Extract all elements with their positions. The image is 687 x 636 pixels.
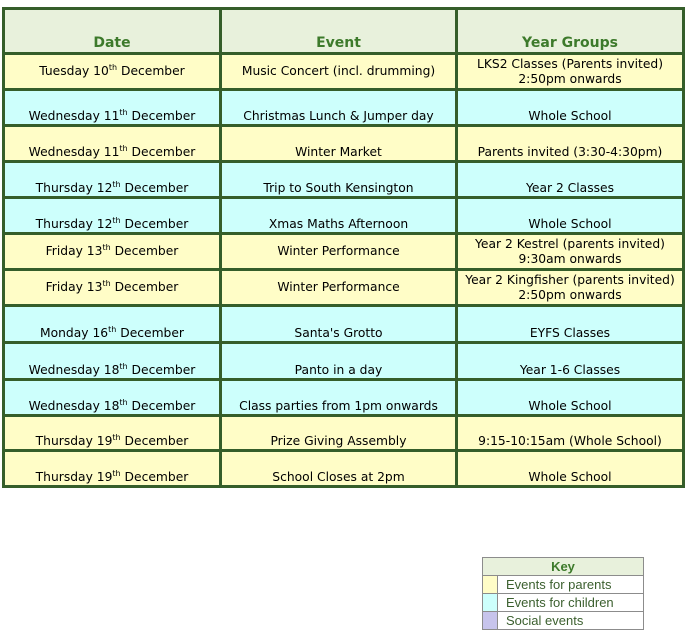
date-day: Monday 16 bbox=[39, 326, 109, 340]
date-cell bbox=[4, 451, 221, 487]
date-month: December bbox=[127, 145, 196, 159]
key-swatch-parents bbox=[483, 576, 498, 594]
event-cell: Panto in a day bbox=[221, 343, 457, 380]
event-cell: Santa's Grotto bbox=[221, 306, 457, 343]
date-suffix: th bbox=[112, 215, 121, 225]
date-cell bbox=[4, 162, 221, 198]
date-day: Tuesday 10 bbox=[39, 64, 109, 78]
year-groups-line: Year 2 Kestrel (parents invited) bbox=[475, 236, 665, 251]
date-suffix: th bbox=[119, 143, 128, 153]
date-suffix: th bbox=[108, 324, 117, 334]
date-cell bbox=[4, 90, 221, 126]
table-row bbox=[4, 234, 684, 270]
date-month: December bbox=[120, 470, 189, 484]
year-groups-cell bbox=[457, 343, 684, 380]
year-groups-cell bbox=[457, 126, 684, 162]
date-cell bbox=[4, 270, 221, 306]
key-label: Social events bbox=[498, 612, 644, 630]
event-cell: Class parties from 1pm onwards bbox=[221, 380, 457, 416]
table-row bbox=[4, 343, 684, 380]
year-groups-line: Whole School bbox=[528, 217, 612, 231]
date-month: December bbox=[110, 244, 179, 258]
event-cell: Winter Performance bbox=[221, 270, 457, 306]
year-groups-cell bbox=[457, 306, 684, 343]
date-day: Thursday 19 bbox=[35, 434, 113, 448]
year-groups-line: 9:30am onwards bbox=[518, 251, 622, 266]
event-cell: Winter Market bbox=[221, 126, 457, 162]
event-cell: Christmas Lunch & Jumper day bbox=[221, 90, 457, 126]
event-cell: Prize Giving Assembly bbox=[221, 416, 457, 451]
date-month: December bbox=[127, 399, 196, 413]
key-swatch-social bbox=[483, 612, 498, 630]
date-month: December bbox=[120, 434, 189, 448]
year-groups-line: Year 1-6 Classes bbox=[519, 363, 621, 377]
year-groups-line: 9:15-10:15am (Whole School) bbox=[478, 434, 662, 448]
key-item bbox=[483, 576, 644, 594]
date-cell bbox=[4, 126, 221, 162]
event-cell: School Closes at 2pm bbox=[221, 451, 457, 487]
date-cell bbox=[4, 416, 221, 451]
table-header-row bbox=[4, 9, 684, 54]
year-groups-line: Year 2 Classes bbox=[526, 181, 614, 195]
year-groups-line: 2:50pm onwards bbox=[518, 287, 622, 302]
event-cell: Music Concert (incl. drumming) bbox=[221, 54, 457, 90]
year-groups-line: LKS2 Classes (Parents invited) bbox=[476, 56, 664, 71]
year-groups-line: 2:50pm onwards bbox=[518, 71, 622, 86]
date-suffix: th bbox=[102, 278, 111, 288]
date-day: Thursday 19 bbox=[35, 470, 113, 484]
key-label: Events for parents bbox=[498, 576, 644, 594]
table-row bbox=[4, 416, 684, 451]
date-month: December bbox=[116, 326, 184, 340]
date-cell bbox=[4, 198, 221, 234]
date-cell bbox=[4, 306, 221, 343]
table-row bbox=[4, 380, 684, 416]
date-suffix: th bbox=[119, 107, 128, 117]
year-groups-cell bbox=[457, 270, 684, 306]
year-groups-line: Whole School bbox=[528, 470, 612, 484]
year-groups-line: Year 2 Kingfisher (parents invited) bbox=[465, 272, 675, 287]
date-month: December bbox=[117, 64, 185, 78]
date-suffix: th bbox=[112, 179, 121, 189]
table-row bbox=[4, 306, 684, 343]
event-cell: Trip to South Kensington bbox=[221, 162, 457, 198]
year-groups-cell bbox=[457, 416, 684, 451]
date-cell bbox=[4, 343, 221, 380]
table-row bbox=[4, 451, 684, 487]
key-title: Key bbox=[483, 558, 644, 576]
date-cell bbox=[4, 380, 221, 416]
date-day: Friday 13 bbox=[45, 280, 103, 294]
date-suffix: th bbox=[119, 397, 128, 407]
key-legend bbox=[482, 557, 644, 630]
key-swatch-children bbox=[483, 594, 498, 612]
date-day: Thursday 12 bbox=[35, 217, 113, 231]
table-row bbox=[4, 90, 684, 126]
events-table bbox=[2, 7, 685, 488]
table-row bbox=[4, 54, 684, 90]
date-day: Wednesday 18 bbox=[28, 399, 120, 413]
year-groups-header: Year Groups bbox=[457, 9, 684, 54]
date-day: Wednesday 18 bbox=[28, 363, 120, 377]
date-cell bbox=[4, 54, 221, 90]
key-item bbox=[483, 594, 644, 612]
date-suffix: th bbox=[112, 432, 121, 442]
year-groups-cell bbox=[457, 198, 684, 234]
table-row bbox=[4, 126, 684, 162]
date-month: December bbox=[120, 217, 189, 231]
year-groups-line: Parents invited (3:30-4:30pm) bbox=[477, 145, 663, 159]
date-suffix: th bbox=[112, 468, 121, 478]
event-cell: Xmas Maths Afternoon bbox=[221, 198, 457, 234]
year-groups-cell bbox=[457, 90, 684, 126]
year-groups-cell bbox=[457, 234, 684, 270]
key-item bbox=[483, 612, 644, 630]
table-row bbox=[4, 270, 684, 306]
date-suffix: th bbox=[102, 242, 111, 252]
key-label: Events for children bbox=[498, 594, 644, 612]
table-row bbox=[4, 198, 684, 234]
year-groups-cell bbox=[457, 380, 684, 416]
table-body bbox=[4, 54, 684, 487]
date-suffix: th bbox=[119, 361, 128, 371]
date-month: December bbox=[127, 109, 196, 123]
year-groups-line: Whole School bbox=[528, 109, 612, 123]
date-suffix: th bbox=[108, 62, 118, 72]
event-cell: Winter Performance bbox=[221, 234, 457, 270]
date-header: Date bbox=[4, 9, 221, 54]
date-day: Wednesday 11 bbox=[28, 145, 120, 159]
year-groups-cell bbox=[457, 451, 684, 487]
year-groups-cell bbox=[457, 162, 684, 198]
year-groups-cell bbox=[457, 54, 684, 90]
date-day: Thursday 12 bbox=[35, 181, 113, 195]
table-row bbox=[4, 162, 684, 198]
event-header: Event bbox=[221, 9, 457, 54]
year-groups-line: Whole School bbox=[528, 399, 612, 413]
date-month: December bbox=[120, 181, 189, 195]
date-cell bbox=[4, 234, 221, 270]
year-groups-line: EYFS Classes bbox=[529, 326, 611, 340]
date-day: Friday 13 bbox=[45, 244, 103, 258]
date-month: December bbox=[110, 280, 179, 294]
date-month: December bbox=[127, 363, 196, 377]
date-day: Wednesday 11 bbox=[28, 109, 120, 123]
